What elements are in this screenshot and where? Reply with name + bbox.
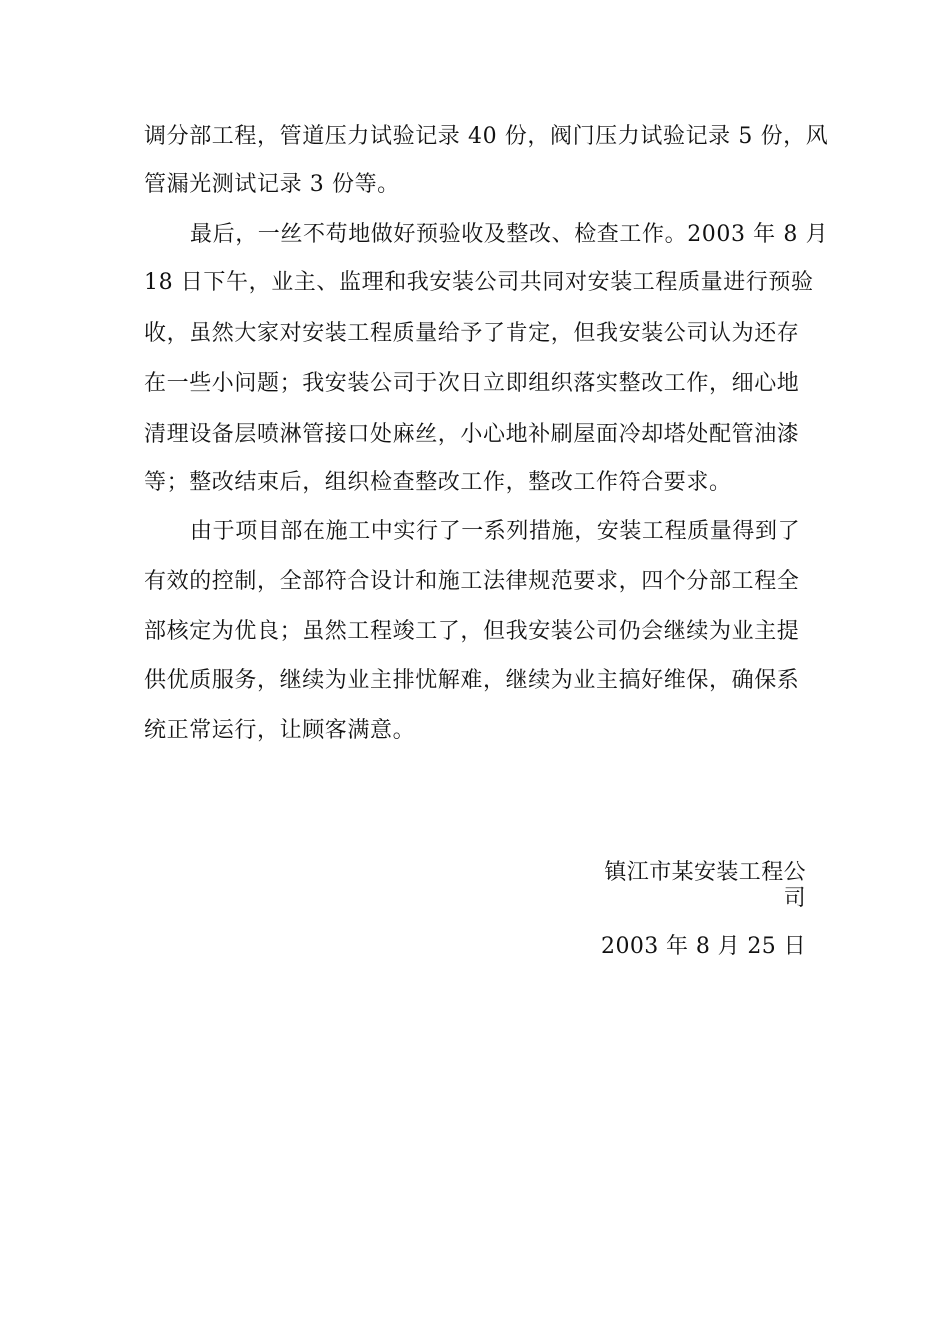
paragraph-line: 部核定为优良；虽然工程竣工了，但我安装公司仍会继续为业主提 bbox=[144, 619, 800, 644]
paragraph-line: 调分部工程，管道压力试验记录 40 份，阀门压力试验记录 5 份，风 bbox=[144, 124, 829, 149]
company-name: 镇江市某安装工程公 bbox=[604, 860, 806, 885]
paragraph-line: 在一些小问题；我安装公司于次日立即组织落实整改工作，细心地 bbox=[144, 371, 800, 396]
company-name-continued: 司 bbox=[783, 886, 806, 911]
paragraph-line: 有效的控制，全部符合设计和施工法律规范要求，四个分部工程全 bbox=[144, 569, 800, 594]
paragraph-line: 等；整改结束后，组织检查整改工作，整改工作符合要求。 bbox=[144, 470, 732, 495]
paragraph-line: 供优质服务，继续为业主排忧解难，继续为业主搞好维保，确保系 bbox=[144, 668, 800, 693]
paragraph-line: 最后，一丝不苟地做好预验收及整改、检查工作。2003 年 8 月 bbox=[190, 222, 829, 247]
paragraph-line: 管漏光测试记录 3 份等。 bbox=[144, 172, 400, 197]
paragraph-line: 统正常运行，让顾客满意。 bbox=[144, 718, 416, 743]
paragraph-line: 清理设备层喷淋管接口处麻丝，小心地补刷屋面冷却塔处配管油漆 bbox=[144, 422, 800, 447]
signature-date: 2003 年 8 月 25 日 bbox=[601, 934, 806, 959]
paragraph-line: 由于项目部在施工中实行了一系列措施，安装工程质量得到了 bbox=[190, 519, 801, 544]
paragraph-line: 18 日下午，业主、监理和我安装公司共同对安装工程质量进行预验 bbox=[144, 270, 814, 295]
paragraph-line: 收，虽然大家对安装工程质量给予了肯定，但我安装公司认为还存 bbox=[144, 321, 800, 346]
